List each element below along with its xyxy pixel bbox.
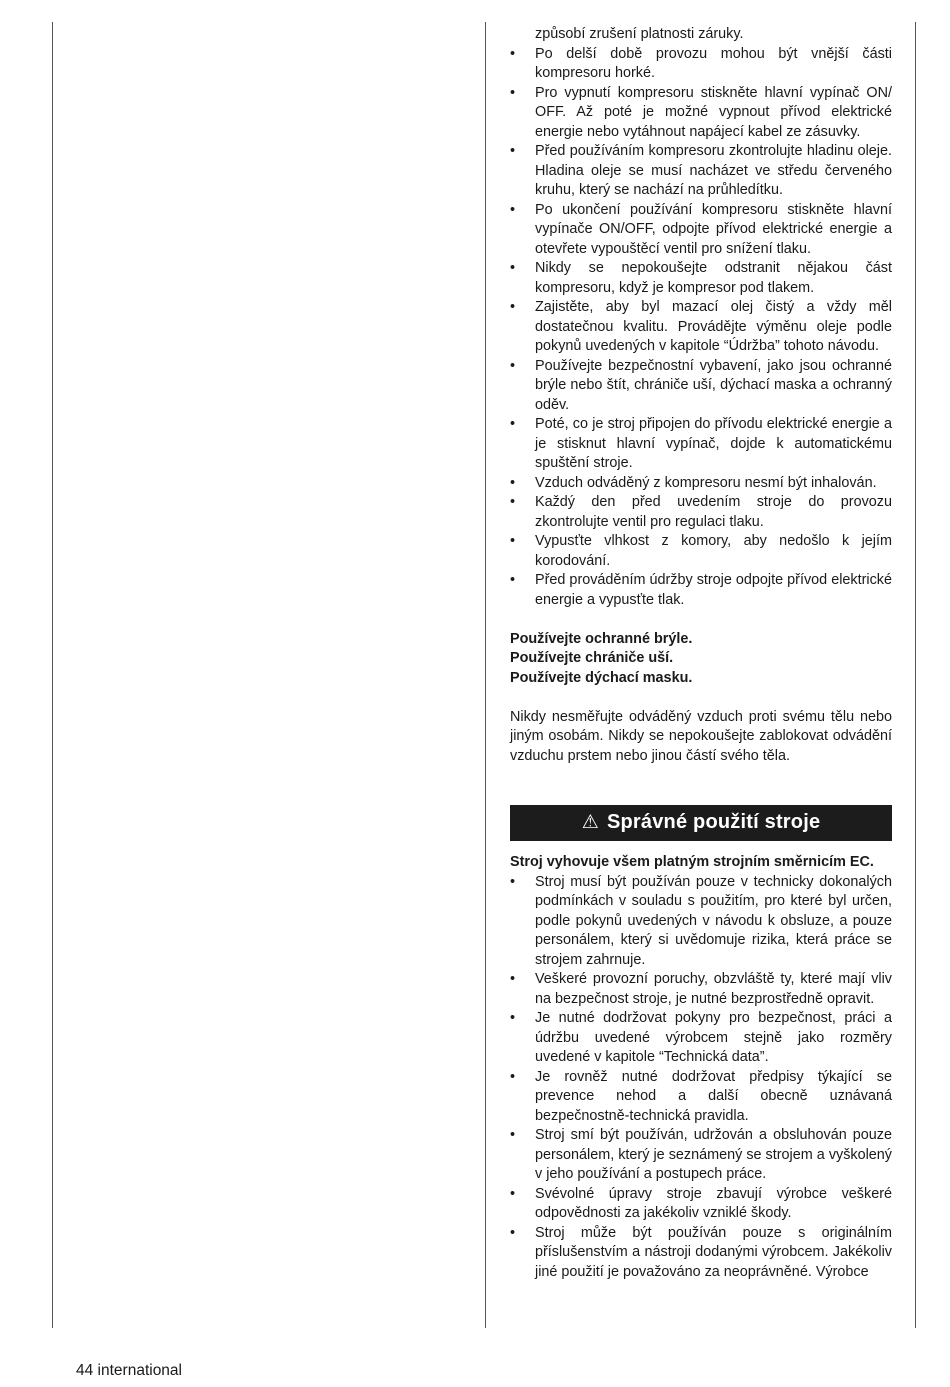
list-item: • Stroj smí být používán, udržován a obsluhován pouze personálem, který je seznámený se strojem a vyškolený v jeho používání a postupech práce. — [510, 1126, 892, 1185]
page-footer: 44 international — [76, 1362, 182, 1379]
list-item: • Každý den před uvedením stroje do provozu zkontrolujte ventil pro regulaci tlaku. — [510, 493, 892, 532]
list-item: • Nikdy se nepokoušejte odstranit nějakou část kompresoru, když je kompresor pod tlakem. — [510, 259, 892, 298]
list-item: • Poté, co je stroj připojen do přívodu elektrické energie a je stisknut hlavní vypínač, dojde k automatickému spuštění stroje. — [510, 415, 892, 474]
usage-list — [510, 873, 892, 1283]
list-item: • Stroj může být používán pouze s originálním příslušenstvím a nástroji dodanými výrobcem. Jakékoliv jiné použití je považováno za neoprávněné. Výrobce — [510, 1224, 892, 1283]
column-rule-right — [915, 22, 916, 1328]
column-rule-middle — [485, 22, 486, 1328]
section-title: Správné použití stroje — [606, 811, 821, 834]
list-item: • Před prováděním údržby stroje odpojte přívod elektrické energie a vypusťte tlak. — [510, 571, 892, 610]
list-item: • Vypusťte vlhkost z komory, aby nedošlo k jejím korodování. — [510, 532, 892, 571]
list-item: • Svévolné úpravy stroje zbavují výrobce veškeré odpovědnosti za jakékoliv vzniklé škody. — [510, 1185, 892, 1224]
list-item: • Veškeré provozní poruchy, obzvláště ty, které mají vliv na bezpečnost stroje, je nutné bezprostředně opravit. — [510, 970, 892, 1009]
list-item: • Před používáním kompresoru zkontrolujte hladinu oleje. Hladina oleje se musí nacházet ve středu červeného kruhu, který se nachází na průhledítku. — [510, 142, 892, 201]
section-intro: Stroj vyhovuje všem platným strojním směrnicím EC. — [510, 854, 874, 870]
list-item: • Vzduch odváděný z kompresoru nesmí být inhalován. — [510, 474, 892, 494]
list-item: • Po ukončení používání kompresoru stiskněte hlavní vypínače ON/OFF, odpojte přívod elektrické energie a otevřete vypouštěcí ventil pro snížení tlaku. — [510, 201, 892, 260]
list-item: • Po delší době provozu mohou být vnější části kompresoru horké. — [510, 45, 892, 84]
list-item: • Zajistěte, aby byl mazací olej čistý a vždy měl dostatečnou kvalitu. Provádějte výměnu oleje podle pokynů uvedených v kapitole “Údržba” tohoto návodu. — [510, 298, 892, 357]
list-item: • Je rovněž nutné dodržovat předpisy týkající se prevence nehod a další obecně uznávaná bezpečnostně-technická pravidla. — [510, 1068, 892, 1127]
list-item: • Používejte bezpečnostní vybavení, jako jsou ochranné brýle nebo štít, chrániče uší, dýchací maska a ochranný oděv. — [510, 357, 892, 416]
warning-triangle-icon: ⚠ — [581, 812, 599, 834]
list-item: • Pro vypnutí kompresoru stiskněte hlavní vypínač ON/ OFF. Až poté je možné vypnout přívod elektrické energie nebo vytáhnout napájecí kabel ze zásuvky. — [510, 84, 892, 143]
air-direction-warning: Nikdy nesměřujte odváděný vzduch proti svému tělu nebo jiným osobám. Nikdy se nepokoušejte zablokovat odvádění vzduchu prstem nebo jinou částí svého těla. — [510, 708, 892, 764]
protective-equipment-notices — [510, 630, 892, 689]
list-item-continuation: způsobí zrušení platnosti záruky. — [535, 26, 744, 42]
notice-ear-protection: Používejte chrániče uší. — [510, 650, 674, 666]
list-item: • Je nutné dodržovat pokyny pro bezpečnost, práci a údržbu uvedené výrobcem stejně jako rozměry uvedené v kapitole “Technická data”. — [510, 1009, 892, 1068]
notice-breathing-mask: Používejte dýchací masku. — [510, 669, 693, 686]
column-rule-left — [52, 22, 53, 1328]
safety-list — [510, 25, 892, 610]
right-text-column — [510, 25, 892, 1282]
section-heading — [510, 805, 892, 841]
notice-goggles: Používejte ochranné brýle. — [510, 630, 693, 647]
list-item: • Stroj musí být používán pouze v technicky dokonalých podmínkách v souladu s použitím, pro které byl určen, podle pokynů uvedených v návodu k obsluze, a pouze personálem, který si uvědomuje rizika, která práce se strojem zahrnuje. — [510, 873, 892, 971]
